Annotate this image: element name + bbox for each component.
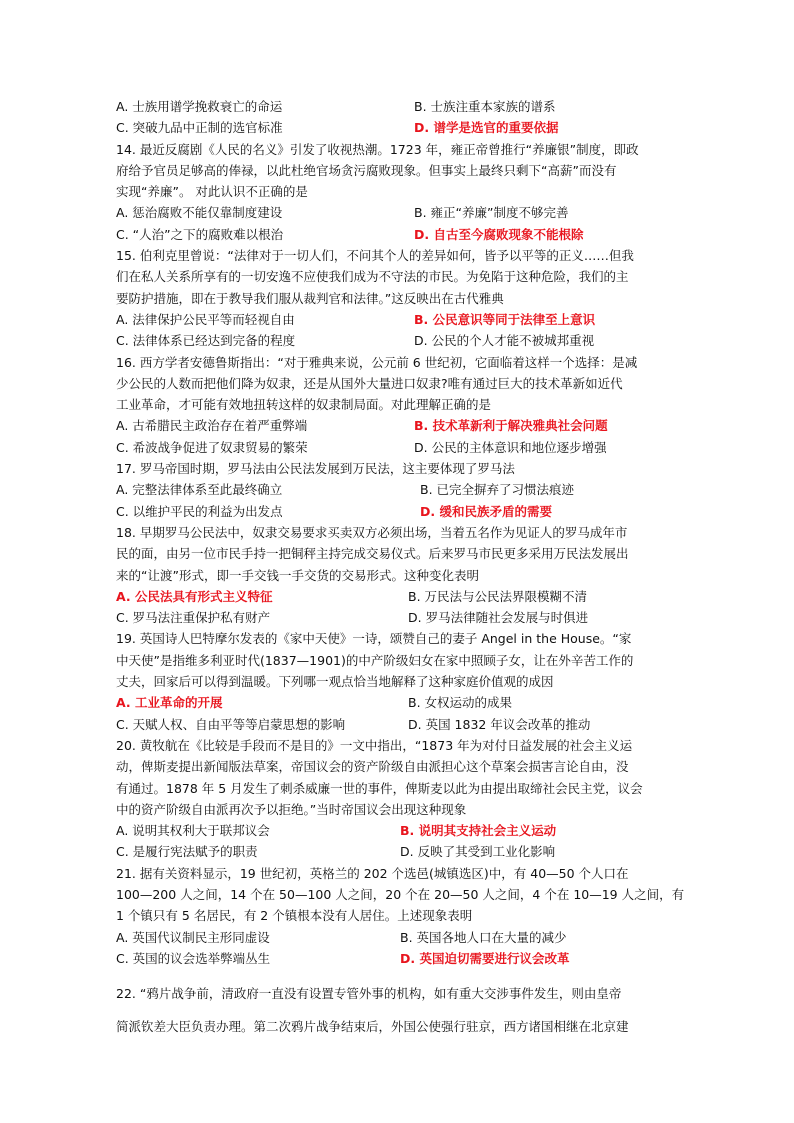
q20-option-c: C. 是履行宪法赋予的职责	[116, 844, 258, 860]
q16-stem-line-1: 16. 西方学者安德鲁斯指出：“对于雅典来说，公元前 6 世纪初，它面临着这样一个选择：是减	[116, 354, 638, 370]
q14-stem-line-3: 实现“养廉”。 对此认识不正确的是	[116, 184, 308, 200]
q15-stem-line-1: 15. 伯利克里曾说：“法律对于一切人们，不问其个人的差异如何，皆予以平等的正义……但我	[116, 248, 634, 264]
q20-stem-line-1: 20. 黄牧航在《比较是手段而不是目的》一文中指出，“1873 年为对付日益发展的社会主义运	[116, 737, 633, 753]
q13-option-d-answer: D. 谱学是选官的重要依据	[414, 120, 559, 136]
q21-options-row-1	[116, 927, 686, 948]
q17-options-row-1	[116, 479, 686, 500]
q21-option-a: A. 英国代议制民主形同虚设	[116, 929, 270, 945]
q14-option-d-answer: D. 自古至今腐败现象不能根除	[414, 226, 584, 242]
q19-stem-line-1: 19. 英国诗人巴特摩尔发表的《家中天使》一诗，颂赞自己的妻子 Angel in the House。“家	[116, 631, 632, 647]
q16-stem-line-2: 少公民的人数而把他们降为奴隶，还是从国外大量进口奴隶?唯有通过巨大的技术革新如近代	[116, 375, 623, 391]
q15-option-a: A. 法律保护公民平等而轻视自由	[116, 311, 295, 327]
q16-option-b-answer: B. 技术革新利于解决雅典社会问题	[414, 418, 608, 434]
q21-stem-line-3: 1 个镇只有 5 名居民，有 2 个镇根本没有人居住。上述现象表明	[116, 908, 473, 924]
q17-option-c: C. 以维护平民的利益为出发点	[116, 503, 283, 519]
q20-options-row-1	[116, 820, 686, 841]
q14-stem-line-1: 14. 最近反腐剧《人民的名义》引发了收视热潮。1723 年，雍正帝曾推行“养廉银”制度，即政	[116, 141, 639, 157]
q21-options-row-2	[116, 948, 686, 969]
q13-options-row-1	[116, 96, 686, 117]
q19-option-d: D. 英国 1832 年议会改革的推动	[408, 716, 591, 732]
q16-options-row-2	[116, 437, 686, 458]
q14-option-c: C. “人治”之下的腐败难以根治	[116, 226, 284, 242]
q18-option-a-answer: A. 公民法具有形式主义特征	[116, 588, 273, 604]
q22-stem-line-1: 22. “鸦片战争前，清政府一直没有设置专管外事的机构，如有重大交涉事件发生，则由皇帝	[116, 986, 622, 1002]
q17-stem-line-1: 17. 罗马帝国时期，罗马法由公民法发展到万民法，这主要体现了罗马法	[116, 461, 515, 477]
q15-stem-line-2: 们在私人关系所享有的一切安逸不应使我们成为不守法的市民。为免陷于这种危险，我们的主	[116, 269, 629, 285]
q13-option-b: B. 士族注重本家族的谱系	[414, 99, 556, 114]
q19-option-a-answer: A. 工业革命的开展	[116, 695, 223, 711]
q16-option-a: A. 古希腊民主政治存在着严重弊端	[116, 418, 308, 434]
q18-option-c: C. 罗马法注重保护私有财产	[116, 610, 271, 626]
q16-stem-line-3: 工业革命，才可能有效地扭转这样的奴隶制局面。对此理解正确的是	[116, 397, 492, 413]
q20-stem-line-2: 动，俾斯麦提出新闻版法草案，帝国议会的资产阶级自由派担心这个草案会损害言论自由，没	[116, 759, 629, 775]
q18-option-d: D. 罗马法律随社会发展与时俱进	[408, 610, 589, 626]
q18-option-b: B. 万民法与公民法界限模糊不清	[408, 588, 588, 604]
q20-stem-line-4: 中的资产阶级自由派再次予以拒绝。”当时帝国议会出现这种现象	[116, 801, 467, 817]
q15-options-row-2	[116, 330, 686, 351]
q15-stem-line-3: 要防护措施，即在于教导我们服从裁判官和法律。”这反映出在古代雅典	[116, 290, 504, 306]
q21-option-b: B. 英国各地人口在大量的减少	[400, 929, 567, 945]
q19-option-b: B. 女权运动的成果	[408, 695, 513, 711]
q19-options-row-1	[116, 692, 686, 713]
q21-stem-line-2: 100—200 人之间，14 个在 50—100 人之间，20 个在 20—50 人之间，4 个在 10—19 人之间，有	[116, 886, 685, 902]
q20-option-a: A. 说明其权利大于联邦议会	[116, 823, 270, 839]
q19-option-c: C. 天赋人权、自由平等等启蒙思想的影响	[116, 716, 346, 732]
q18-stem-line-2: 民的面，由另一位市民手持一把铜秤主持完成交易仪式。后来罗马市民更多采用万民法发展出	[116, 546, 629, 562]
q18-options-row-2	[116, 607, 686, 628]
q13-option-c: C. 突破九品中正制的选官标准	[116, 120, 283, 136]
q20-stem-line-3: 有通过。1878 年 5 月发生了刺杀威廉一世的事件，俾斯麦以此为由提出取缔社会民主党，议会	[116, 780, 643, 796]
q19-stem-line-2: 中天使”是指维多利亚时代(1837—1901)的中产阶级妇女在家中照顾子女，让在外辛苦工作的	[116, 652, 634, 668]
q20-option-d: D. 反映了其受到工业化影响	[400, 844, 556, 860]
q21-option-c: C. 英国的议会选举弊端丛生	[116, 950, 271, 966]
q17-options-row-2	[116, 501, 686, 522]
q17-option-d-answer: D. 缓和民族矛盾的需要	[420, 503, 552, 519]
q13-option-a: A. 士族用谱学挽救衰亡的命运	[116, 99, 283, 114]
q21-stem-line-1: 21. 据有关资料显示，19 世纪初，英格兰的 202 个选邑(城镇选区)中，有 40—50 个人口在	[116, 865, 629, 881]
q18-stem-line-1: 18. 早期罗马公民法中，奴隶交易要求买卖双方必须出场，当着五名作为见证人的罗马成年市	[116, 524, 628, 540]
q18-stem-line-3: 来的“让渡”形式，即一手交钱一手交货的交易形式。这种变化表明	[116, 567, 479, 583]
q19-stem-line-3: 丈夫，回家后可以得到温暖。下列哪一观点恰当地解释了这种家庭价值观的成因	[116, 674, 554, 690]
q20-options-row-2	[116, 841, 686, 862]
q20-option-b-answer: B. 说明其支持社会主义运动	[400, 823, 557, 839]
q14-stem-line-2: 府给予官员足够高的俸禄，以此杜绝官场贪污腐败现象。但事实上最终只剩下“高薪”而没有	[116, 162, 617, 178]
q15-option-c: C. 法律体系已经达到完备的程度	[116, 333, 296, 349]
exam-page	[116, 96, 686, 1038]
q15-options-row-1	[116, 309, 686, 330]
q17-option-b: B. 已完全摒弃了习惯法痕迹	[420, 482, 575, 498]
q14-option-b: B. 雍正“养廉”制度不够完善	[414, 205, 569, 221]
q18-options-row-1	[116, 586, 686, 607]
q21-option-d-answer: D. 英国迫切需要进行议会改革	[400, 950, 570, 966]
q14-options-row-1	[116, 202, 686, 223]
q16-option-c: C. 希波战争促进了奴隶贸易的繁荣	[116, 439, 308, 455]
q16-options-row-1	[116, 415, 686, 436]
q15-option-b-answer: B. 公民意识等同于法律至上意识	[414, 311, 596, 327]
q19-options-row-2	[116, 714, 686, 735]
q13-options-row-2	[116, 117, 686, 138]
q22-stem-line-2: 简派钦差大臣负责办理。第二次鸦片战争结束后，外国公使强行驻京，西方诸国相继在北京建	[116, 1019, 629, 1035]
q14-option-a: A. 惩治腐败不能仅靠制度建设	[116, 205, 283, 221]
q17-option-a: A. 完整法律体系至此最终确立	[116, 482, 283, 498]
q14-options-row-2	[116, 224, 686, 245]
q15-option-d: D. 公民的个人才能不被城邦重视	[414, 333, 595, 349]
q16-option-d: D. 公民的主体意识和地位逐步增强	[414, 439, 607, 455]
